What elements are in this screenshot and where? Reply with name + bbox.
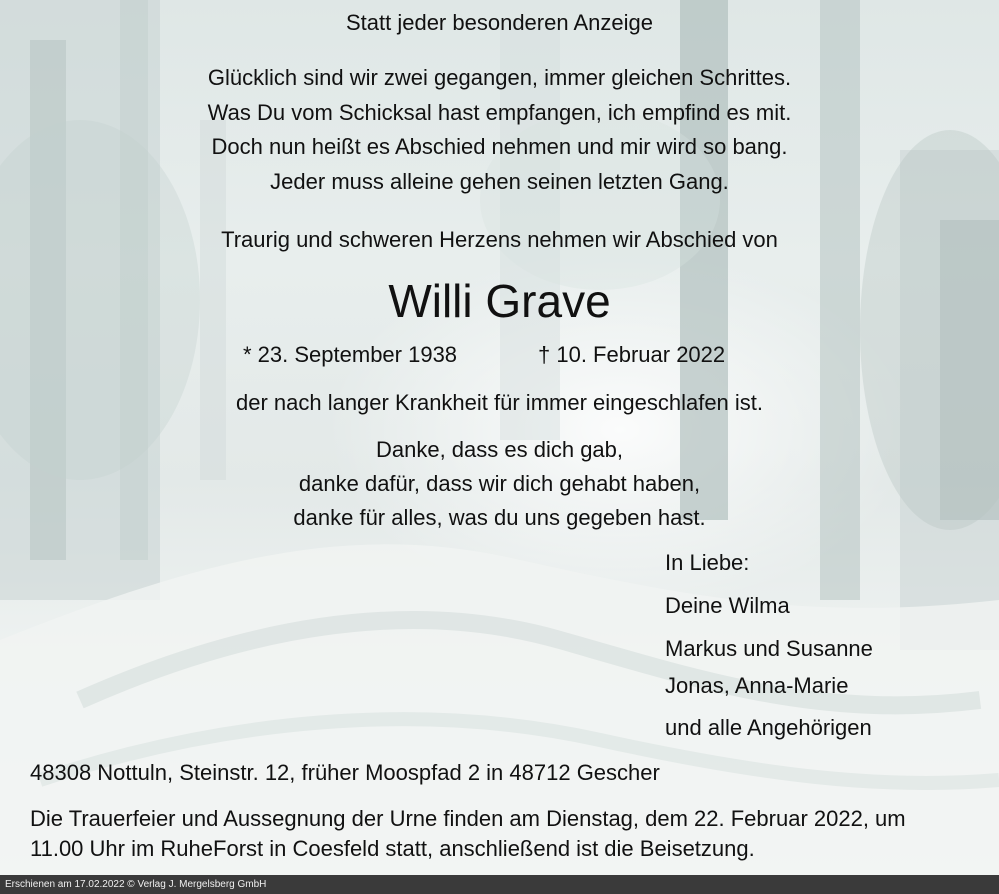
notice-header: Statt jeder besonderen Anzeige <box>345 10 653 35</box>
poem-line: Doch nun heißt es Abschied nehmen und mir wird so bang. <box>211 134 788 159</box>
poem-line: Glücklich sind wir zwei gegangen, immer gleichen Schrittes. <box>207 65 792 90</box>
thanks-line: Danke, dass es dich gab, <box>375 437 624 462</box>
death-phrase: der nach langer Krankheit für immer eingeschlafen ist. <box>235 390 764 415</box>
ceremony-line: Die Trauerfeier und Aussegnung der Urne finden am Dienstag, dem 22. Februar 2022, um <box>30 806 906 831</box>
ceremony-line: 11.00 Uhr im RuheForst in Coesfeld statt, anschließend ist die Beisetzung. <box>30 836 755 861</box>
publication-info: Erschienen am 17.02.2022 © Verlag J. Mergelsberg GmbH <box>5 879 267 890</box>
family-member: Deine Wilma <box>665 593 790 618</box>
farewell-intro: Traurig und schweren Herzens nehmen wir Abschied von <box>221 227 778 252</box>
publication-footer <box>0 875 999 894</box>
birth-date: * 23. September 1938 <box>243 342 458 367</box>
poem-line: Jeder muss alleine gehen seinen letzten Gang. <box>270 169 729 194</box>
family-label: In Liebe: <box>665 550 750 575</box>
address: 48308 Nottuln, Steinstr. 12, früher Moospfad 2 in 48712 Gescher <box>30 760 660 785</box>
thanks-line: danke dafür, dass wir dich gehabt haben, <box>298 471 701 496</box>
family-member: Markus und Susanne <box>665 636 873 661</box>
thanks-line: danke für alles, was du uns gegeben hast. <box>293 505 706 530</box>
deceased-name: Willi Grave <box>388 275 611 327</box>
family-member: und alle Angehörigen <box>665 715 872 740</box>
family-member: Jonas, Anna-Marie <box>665 673 849 698</box>
death-date: † 10. Februar 2022 <box>538 342 726 367</box>
poem-line: Was Du vom Schicksal hast empfangen, ich empfind es mit. <box>207 100 792 125</box>
